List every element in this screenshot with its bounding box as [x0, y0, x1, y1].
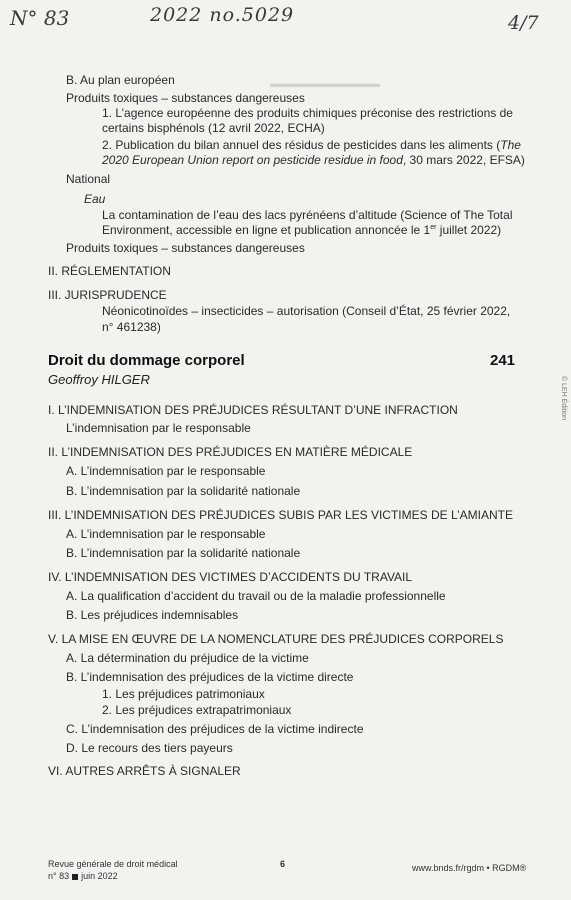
- item-efsa-date: , 30 mars 2022, EFSA): [402, 153, 525, 167]
- toc-part-1: I. L’INDEMNISATION DES PRÉJUDICES RÉSULTANT D’UNE INFRACTION: [48, 403, 458, 417]
- heading-european-level: B. Au plan européen: [66, 73, 175, 87]
- item-efsa-text: 2. Publication du bilan annuel des résidus de pesticides dans les aliments (: [102, 138, 501, 152]
- item-neonicotinoids-cont: n° 461238): [102, 320, 161, 334]
- toc-subitem: 2. Les préjudices extrapatrimoniaux: [102, 703, 292, 717]
- toc-item: C. L’indemnisation des préjudices de la victime indirecte: [66, 722, 364, 736]
- bleed-through-text: ▬▬▬▬▬▬▬▬▬▬: [270, 78, 380, 90]
- toc-item: L’indemnisation par le responsable: [66, 421, 251, 435]
- toc-part-6: VI. AUTRES ARRÊTS À SIGNALER: [48, 764, 241, 778]
- item-lakes: La contamination de l’eau des lacs pyrénéens d’altitude (Science of The Total: [102, 208, 513, 222]
- toc-part-3: III. L’INDEMNISATION DES PRÉJUDICES SUBIS PAR LES VICTIMES DE L’AMIANTE: [48, 508, 513, 522]
- item-efsa-cont: [102, 153, 525, 167]
- heading-regulation: II. RÉGLEMENTATION: [48, 264, 171, 278]
- section-author: Geoffroy HILGER: [48, 372, 150, 387]
- item-efsa-italic: The: [500, 138, 521, 152]
- toc-item: A. L’indemnisation par le responsable: [66, 527, 266, 541]
- section-title: Droit du dommage corporel: [48, 352, 245, 369]
- footer-page-number: 6: [280, 859, 286, 869]
- square-bullet-icon: [72, 874, 78, 880]
- toc-item: A. L’indemnisation par le responsable: [66, 464, 266, 478]
- heading-national: National: [66, 172, 111, 186]
- footer-issue-number: n° 83: [48, 871, 70, 881]
- item-lakes-date: juillet 2022): [436, 223, 502, 237]
- toc-part-5: V. LA MISE EN ŒUVRE DE LA NOMENCLATURE DES PRÉJUDICES CORPORELS: [48, 632, 504, 646]
- toc-part-4: IV. L’INDEMNISATION DES VICTIMES D’ACCIDENTS DU TRAVAIL: [48, 570, 413, 584]
- heading-toxic-products-2: Produits toxiques – substances dangereuses: [66, 241, 305, 255]
- handwritten-year-ref: 2022 no.5029: [150, 4, 295, 26]
- side-copyright: © LEH Édition: [560, 375, 567, 420]
- handwritten-issue-number: N° 83: [10, 6, 70, 30]
- item-echa-cont: certains bisphénols (12 avril 2022, ECHA): [102, 121, 325, 135]
- section-page-number: 241: [490, 352, 516, 369]
- heading-jurisprudence: III. JURISPRUDENCE: [48, 288, 167, 302]
- toc-item: D. Le recours des tiers payeurs: [66, 741, 233, 755]
- toc-item: B. L’indemnisation par la solidarité nationale: [66, 546, 301, 560]
- item-efsa-report-title: 2020 European Union report on pesticide residue in food: [102, 153, 403, 167]
- heading-toxic-products: Produits toxiques – substances dangereuses: [66, 91, 305, 105]
- footer-issue-date: juin 2022: [81, 871, 118, 881]
- item-lakes-cont: [102, 223, 501, 237]
- toc-subitem: 1. Les préjudices patrimoniaux: [102, 687, 265, 701]
- toc-item: B. Les préjudices indemnisables: [66, 608, 239, 622]
- toc-part-2: II. L’INDEMNISATION DES PRÉJUDICES EN MATIÈRE MÉDICALE: [48, 445, 413, 459]
- footer-journal: Revue générale de droit médical: [48, 859, 178, 869]
- footer-website: www.bnds.fr/rgdm • RGDM®: [412, 863, 527, 873]
- heading-water: Eau: [84, 192, 106, 206]
- toc-item: B. L’indemnisation par la solidarité nationale: [66, 484, 301, 498]
- item-lakes-sup: er: [430, 224, 437, 231]
- item-efsa: [102, 138, 521, 152]
- handwritten-page-ref: 4/7: [508, 12, 539, 34]
- toc-item: B. L’indemnisation des préjudices de la victime directe: [66, 670, 354, 684]
- item-neonicotinoids: Néonicotinoïdes – insecticides – autorisation (Conseil d’État, 25 février 2022,: [102, 304, 511, 318]
- item-lakes-text: Environment, accessible en ligne et publication annoncée le 1: [102, 223, 431, 237]
- toc-item: A. La détermination du préjudice de la victime: [66, 651, 309, 665]
- item-echa: 1. L’agence européenne des produits chimiques préconise des restrictions de: [102, 106, 513, 120]
- toc-item: A. La qualification d’accident du travail ou de la maladie professionnelle: [66, 589, 446, 603]
- footer-issue: [48, 871, 118, 881]
